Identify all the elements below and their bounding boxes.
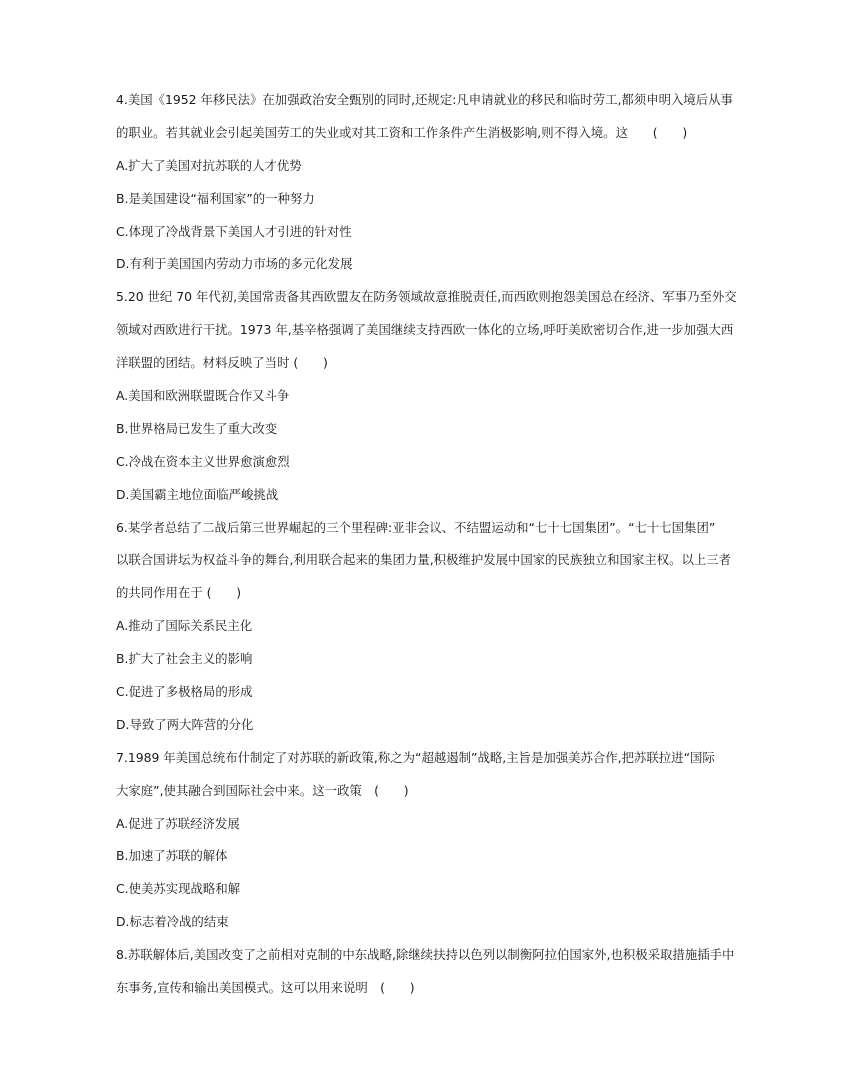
question-7-stem-line-2: 大家庭”,使其融合到国际社会中来。这一政策 ( ) <box>116 782 409 798</box>
question-8-stem-line-1: 8.苏联解体后,美国改变了之前相对克制的中东战略,除继续扶持以色列以制衡阿拉伯国家外,也积极采取措施插手中 <box>116 947 735 963</box>
question-7-option-a: A.促进了苏联经济发展 <box>116 815 240 831</box>
question-5-stem-line-3: 洋联盟的团结。材料反映了当时 ( ) <box>116 355 328 371</box>
question-6-option-a: A.推动了国际关系民主化 <box>116 618 253 634</box>
question-6-option-c: C.促进了多极格局的形成 <box>116 684 253 700</box>
question-5-option-b: B.世界格局已发生了重大改变 <box>116 420 278 436</box>
question-6-option-d: D.导致了两大阵营的分化 <box>116 716 254 732</box>
question-5-stem-line-2: 领域对西欧进行干扰。1973 年,基辛格强调了美国继续支持西欧一体化的立场,呼吁美欧密切合作,进一步加强大西 <box>116 322 734 338</box>
question-8-stem-line-2: 东事务,宣传和输出美国模式。这可以用来说明 ( ) <box>116 980 415 996</box>
question-7-option-d: D.标志着冷战的结束 <box>116 914 229 930</box>
question-7-stem-line-1: 7.1989 年美国总统布什制定了对苏联的新政策,称之为“超越遏制”战略,主旨是加强美苏合作,把苏联拉进“国际 <box>116 749 715 765</box>
question-6-option-b: B.扩大了社会主义的影响 <box>116 651 253 667</box>
question-6-stem-line-2: 以联合国讲坛为权益斗争的舞台,利用联合起来的集团力量,积极维护发展中国家的民族独立和国家主权。以上三者 <box>116 552 732 568</box>
question-7-option-c: C.使美苏实现战略和解 <box>116 881 241 897</box>
question-4-option-c: C.体现了冷战背景下美国人才引进的针对性 <box>116 223 352 239</box>
question-6-stem-line-1: 6.某学者总结了二战后第三世界崛起的三个里程碑:亚非会议、不结盟运动和“七十七国集团”。“七十七国集团” <box>116 519 716 535</box>
exam-page <box>116 92 746 1013</box>
question-5-stem-line-1: 5.20 世纪 70 年代初,美国常责备其西欧盟友在防务领域故意推脱责任,而西欧则抱怨美国总在经济、军事乃至外交 <box>116 289 737 305</box>
question-5-option-c: C.冷战在资本主义世界愈演愈烈 <box>116 453 290 469</box>
question-4-option-d: D.有利于美国国内劳动力市场的多元化发展 <box>116 256 353 272</box>
question-4-option-b: B.是美国建设“福利国家”的一种努力 <box>116 190 315 206</box>
question-7-option-b: B.加速了苏联的解体 <box>116 848 228 864</box>
question-6-stem-line-3: 的共同作用在于 ( ) <box>116 585 242 601</box>
question-5-option-a: A.美国和欧洲联盟既合作又斗争 <box>116 388 290 404</box>
question-4-option-a: A.扩大了美国对抗苏联的人才优势 <box>116 157 302 173</box>
question-5-option-d: D.美国霸主地位面临严峻挑战 <box>116 486 279 502</box>
question-4-stem-line-1: 4.美国《1952 年移民法》在加强政治安全甄别的同时,还规定:凡申请就业的移民和临时劳工,都须申明入境后从事 <box>116 92 733 107</box>
question-4-stem-line-2: 的职业。若其就业会引起美国劳工的失业或对其工资和工作条件产生消极影响,则不得入境。这 ( ) <box>116 124 688 140</box>
